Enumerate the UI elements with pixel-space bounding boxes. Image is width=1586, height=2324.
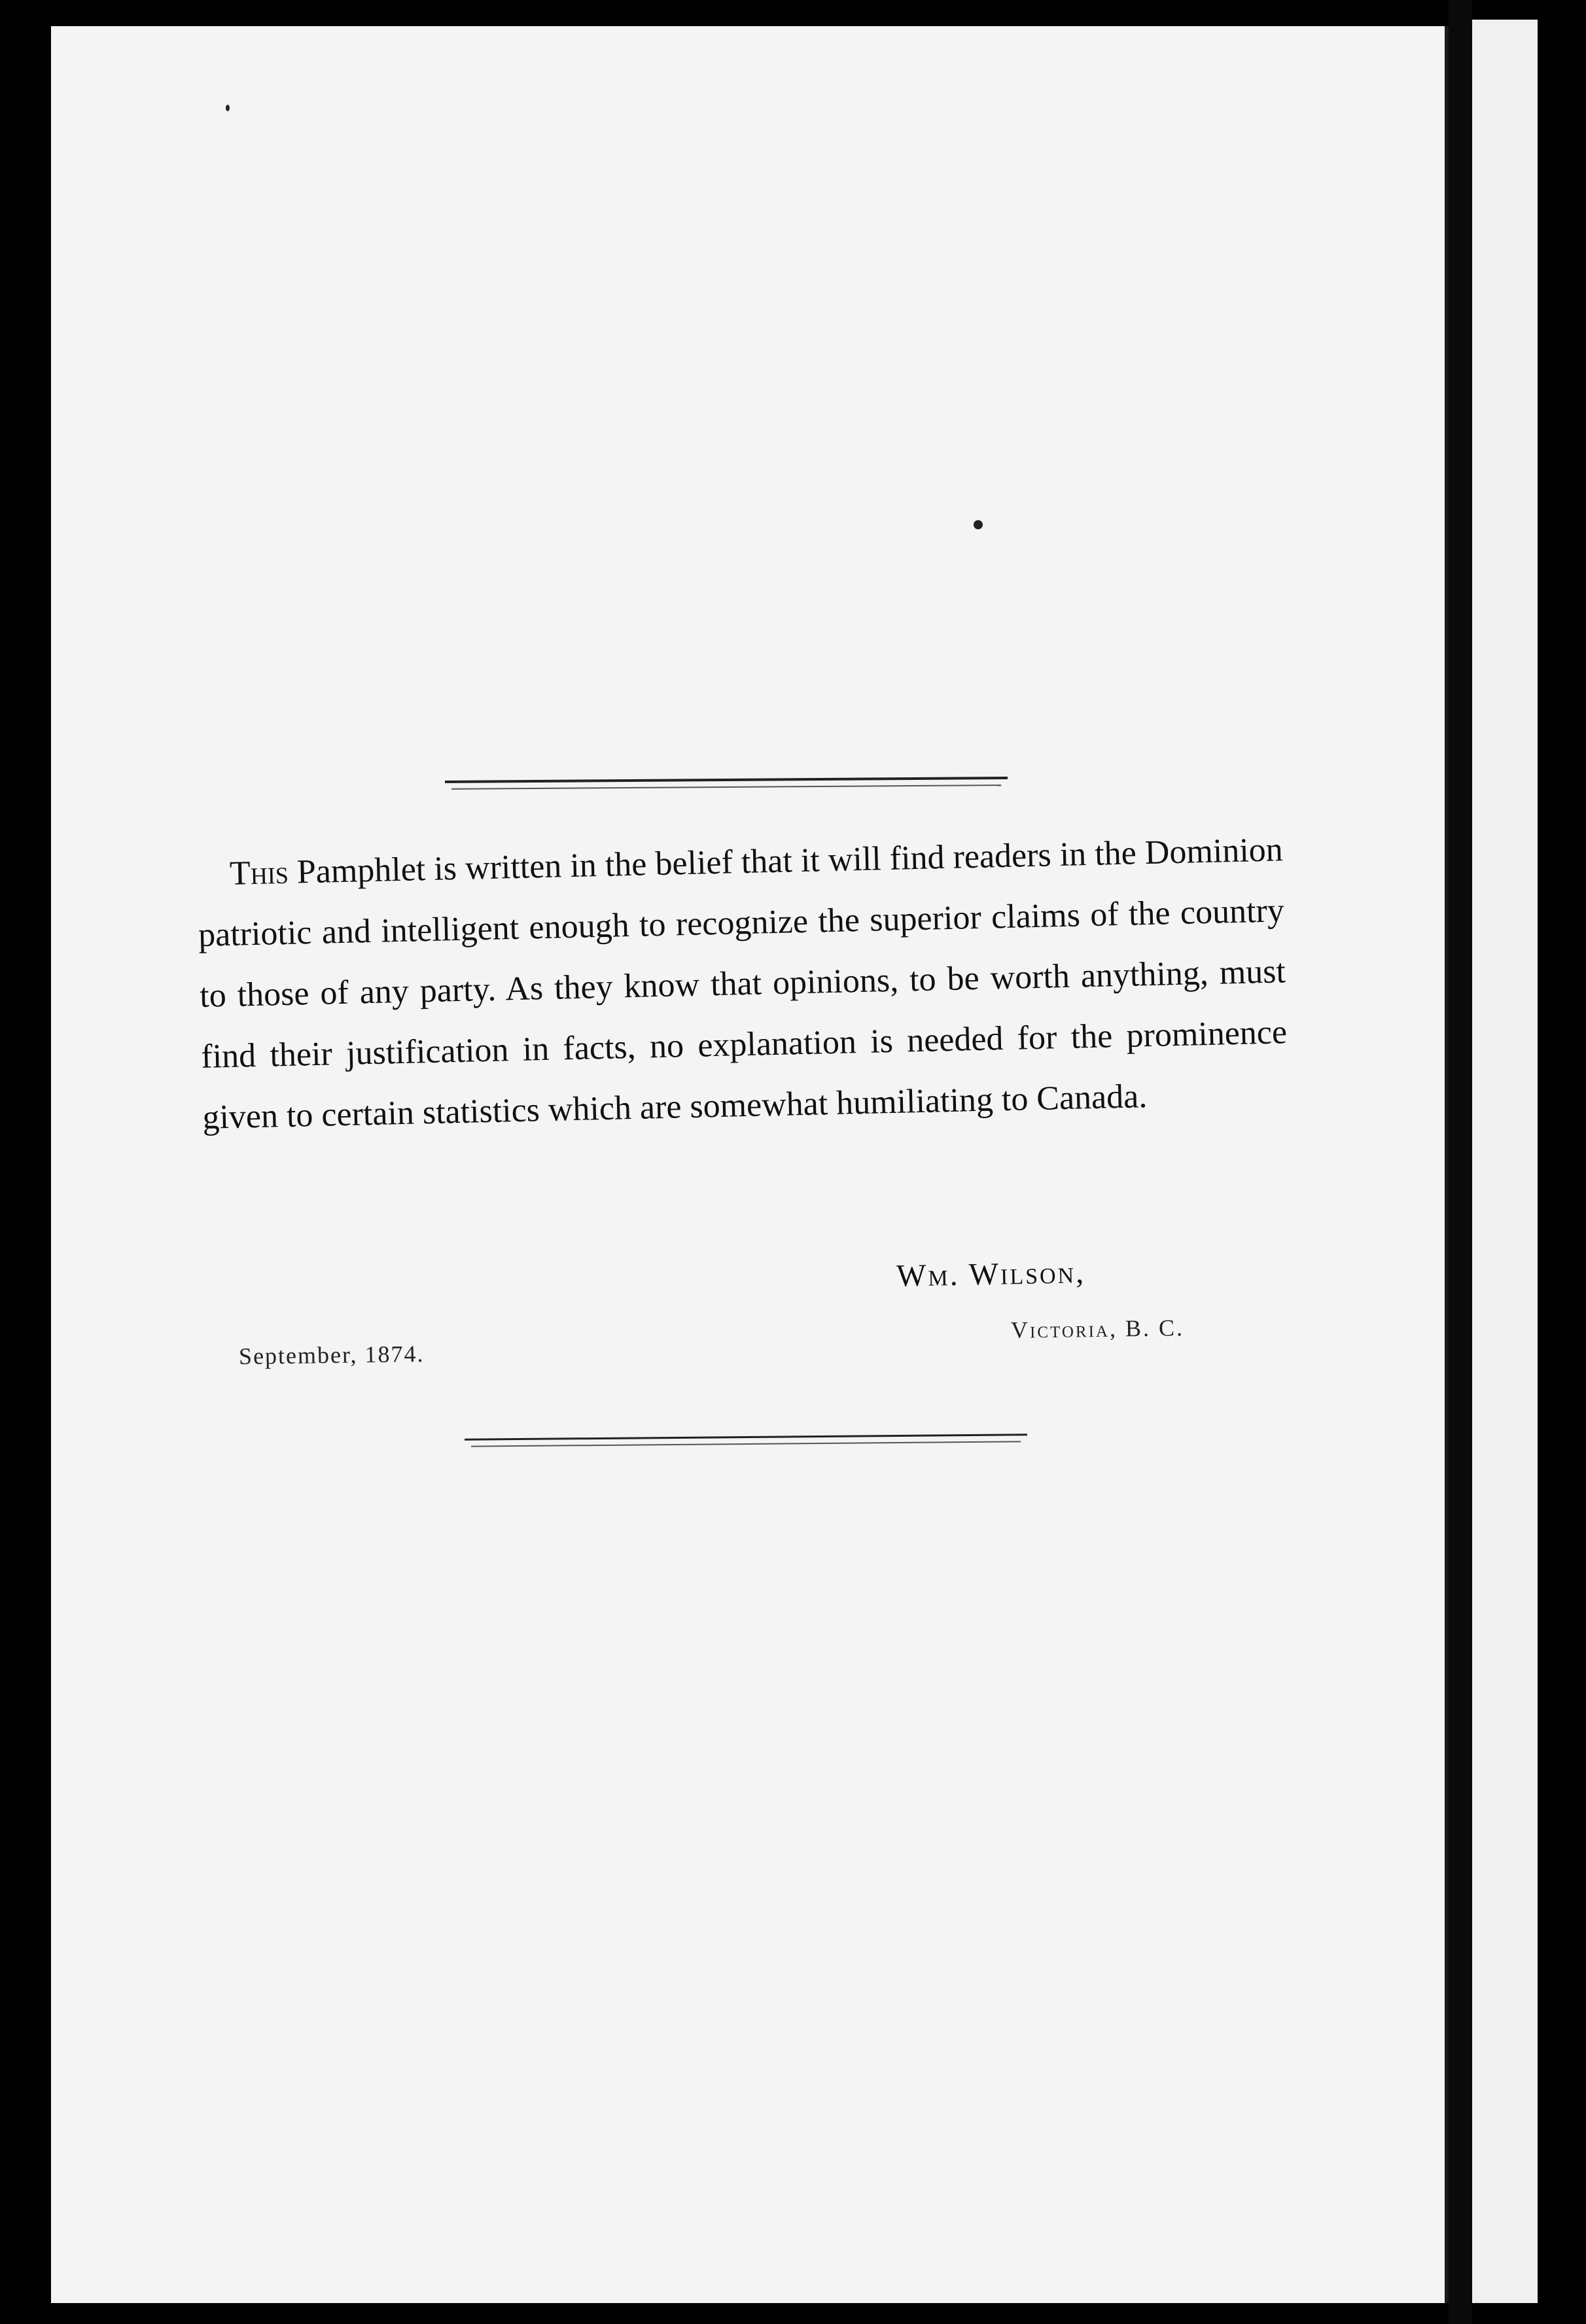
ink-speck (974, 520, 983, 529)
ink-speck (226, 105, 230, 111)
facing-page-edge (1472, 20, 1538, 2303)
author-signature: Wm. Wilson, (896, 1255, 1086, 1294)
preface-text: Pamphlet is written in the belief that it will find readers in the Dominion patriotic and intelligent enough to recognize the superior claims of the country to those of any party. As they know that opinions, to be worth anything, must find their justification in facts, no explanation is needed for the prominence given to certain statistics which are somewhat humiliating to Canada. (198, 831, 1288, 1136)
preface-date: September, 1874. (238, 1341, 425, 1369)
author-place: Victoria, B. C. (1010, 1314, 1185, 1343)
scan-edge-far (1538, 0, 1586, 2324)
scan-edge-right (1449, 0, 1472, 2324)
preface-lead-word: This (229, 853, 289, 892)
preface-paragraph (196, 819, 1289, 1148)
scanned-page (51, 26, 1449, 2303)
